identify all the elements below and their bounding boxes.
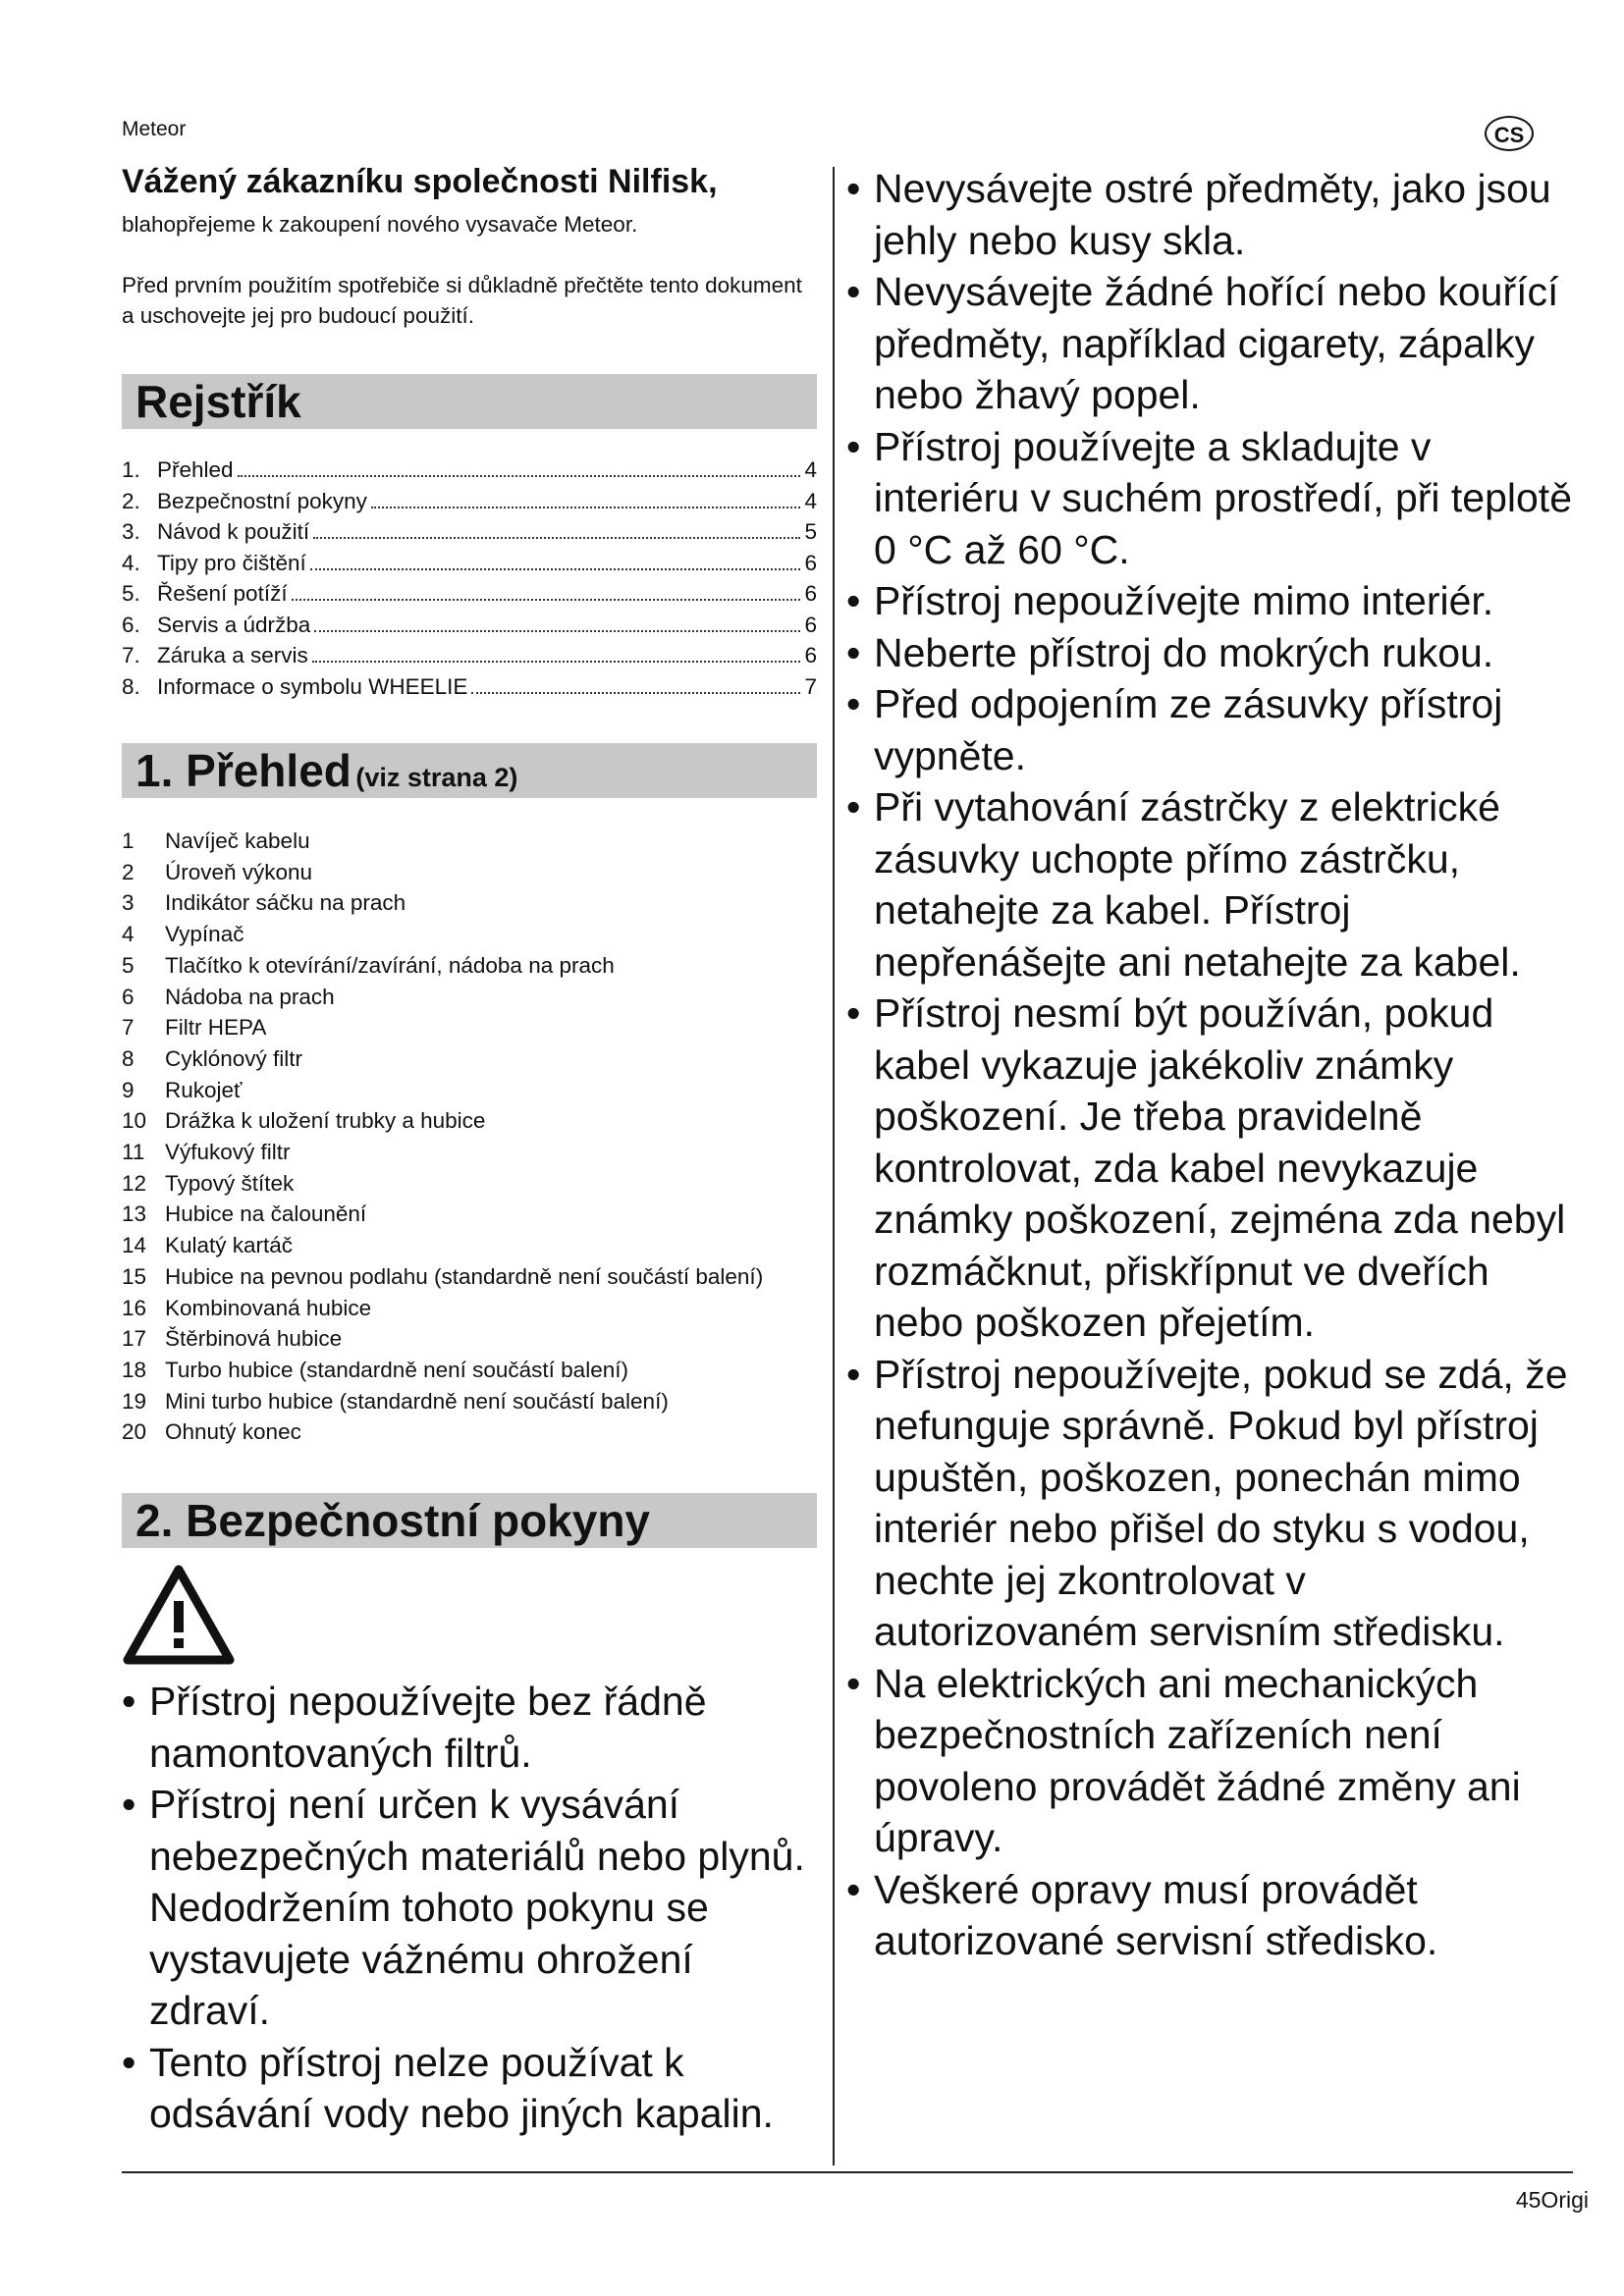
overview-title: 1. Přehled <box>135 745 352 796</box>
safety-instruction: • Přístroj nepoužívejte, pokud se zdá, že nefunguje správně. Pokud byl přístroj upuštěn, poškozen, ponechán mimo interiér nebo přišel do styku s vodou, nechte jej zkontrolovat v autorizovaném servisním středisku. <box>846 1349 1573 1658</box>
part-label: Filtr HEPA <box>165 1015 267 1041</box>
part-item <box>122 887 817 919</box>
part-number: 8 <box>122 1045 135 1071</box>
toc-label: Informace o symbolu WHEELIE <box>157 673 468 699</box>
greeting-line: blahopřejeme k zakoupení nového vysavače Meteor. <box>122 212 638 237</box>
warning-triangle-icon <box>122 1564 817 1666</box>
part-label: Nádoba na prach <box>165 984 335 1009</box>
part-item <box>122 1386 817 1417</box>
part-number: 5 <box>122 952 135 978</box>
part-number: 4 <box>122 922 135 947</box>
part-number: 17 <box>122 1326 147 1352</box>
toc-label: Bezpečnostní pokyny <box>157 488 367 513</box>
brand-label: Meteor <box>122 118 187 140</box>
safety-instruction: • Při vytahování zástrčky z elektrické zásuvky uchopte přímo zástrčku, netahejte za kabel. Přístroj nepřenášejte ani netahejte za kabel. <box>846 781 1573 988</box>
toc-number: 2. <box>122 488 140 513</box>
toc-number: 8. <box>122 673 140 699</box>
part-item <box>122 1105 817 1137</box>
part-number: 15 <box>122 1263 147 1289</box>
part-number: 7 <box>122 1015 135 1041</box>
toc-label: Návod k použití <box>157 519 310 544</box>
toc-leader <box>292 599 801 601</box>
part-label: Mini turbo hubice (standardně není součástí balení) <box>165 1388 669 1414</box>
part-number: 6 <box>122 984 135 1009</box>
part-number: 11 <box>122 1140 145 1165</box>
greeting-instructions: Před prvním použitím spotřebiče si důkladně přečtěte tento dokument a uschovejte jej pro budoucí použití. <box>122 273 802 328</box>
part-label: Ohnutý konec <box>165 1419 301 1445</box>
part-number: 14 <box>122 1233 147 1258</box>
part-label: Navíječ kabelu <box>165 828 310 853</box>
toc-page: 4 <box>804 457 817 482</box>
toc-item <box>122 610 817 641</box>
safety-title: 2. Bezpečnostní pokyny <box>135 1495 651 1547</box>
part-label: Kombinovaná hubice <box>165 1295 372 1320</box>
part-label: Tlačítko k otevírání/zavírání, nádoba na prach <box>165 952 615 978</box>
part-item <box>122 1199 817 1230</box>
safety-instruction: • Přístroj není určen k vysávání nebezpečných materiálů nebo plynů. Nedodržením tohoto pokynu se vystavujete vážnému ohrožení zdraví. <box>122 1779 817 2037</box>
toc-number: 5. <box>122 581 140 606</box>
part-label: Hubice na pevnou podlahu (standardně není součástí balení) <box>165 1263 764 1289</box>
safety-instruction: • Nevysávejte ostré předměty, jako jsou jehly nebo kusy skla. <box>846 163 1573 266</box>
part-item <box>122 950 817 982</box>
toc-item <box>122 516 817 548</box>
safety-heading <box>122 1493 817 1548</box>
part-label: Indikátor sáčku na prach <box>165 890 406 916</box>
part-item <box>122 1323 817 1355</box>
toc-page: 6 <box>804 581 817 606</box>
part-item <box>122 857 817 888</box>
part-label: Drážka k uložení trubky a hubice <box>165 1108 486 1134</box>
overview-subtitle: (viz strana 2) <box>355 763 518 792</box>
toc-number: 6. <box>122 612 140 637</box>
safety-instruction: • Přístroj používejte a skladujte v interiéru v suchém prostředí, při teplotě 0 °C až 60 °C. <box>846 421 1573 576</box>
part-item <box>122 1043 817 1075</box>
toc-label: Přehled <box>157 457 234 482</box>
part-item <box>122 1230 817 1261</box>
part-label: Výfukový filtr <box>165 1140 291 1165</box>
toc-leader <box>310 568 801 570</box>
toc-page: 6 <box>804 550 817 575</box>
page-number: 45Origi <box>1515 2187 1589 2213</box>
safety-instruction: • Neberte přístroj do mokrých rukou. <box>846 627 1573 679</box>
toc-label: Řešení potíží <box>157 581 288 606</box>
toc-page: 4 <box>804 488 817 513</box>
toc-label: Tipy pro čištění <box>157 550 306 575</box>
toc-item <box>122 640 817 671</box>
part-number: 18 <box>122 1357 147 1382</box>
right-column <box>846 163 1573 1967</box>
part-item <box>122 1261 817 1293</box>
greeting-title: Vážený zákazníku společnosti Nilfisk, <box>122 163 718 200</box>
toc-number: 3. <box>122 519 140 544</box>
safety-list-right <box>846 163 1573 1967</box>
parts-list <box>122 826 817 1448</box>
toc-leader <box>238 475 801 477</box>
toc-leader <box>312 661 801 663</box>
part-number: 13 <box>122 1201 147 1227</box>
safety-instruction: • Veškeré opravy musí provádět autorizované servisní středisko. <box>846 1864 1573 1967</box>
toc-page: 7 <box>804 673 817 699</box>
part-item <box>122 919 817 950</box>
part-item <box>122 826 817 857</box>
toc-number: 1. <box>122 457 140 482</box>
part-label: Turbo hubice (standardně není součástí balení) <box>165 1357 628 1382</box>
part-item <box>122 1075 817 1106</box>
toc-page: 5 <box>804 519 817 544</box>
left-column <box>122 163 817 2140</box>
toc-item <box>122 671 817 703</box>
language-badge: CS <box>1485 116 1534 151</box>
safety-instruction: • Na elektrických ani mechanických bezpečnostních zařízeních není povoleno provádět žádné změny ani úpravy. <box>846 1658 1573 1864</box>
index-title: Rejstřík <box>135 376 301 427</box>
part-label: Vypínač <box>165 922 244 947</box>
part-number: 1 <box>122 828 135 853</box>
index-heading <box>122 374 817 429</box>
part-label: Úroveň výkonu <box>165 859 313 884</box>
part-number: 9 <box>122 1077 135 1102</box>
safety-instruction: • Přístroj nesmí být používán, pokud kabel vykazuje jakékoliv známky poškození. Je třeba pravidelně kontrolovat, zda kabel nevykazuje známky poškození, zejména zda nebyl rozmáčknut, přiskřípnut ve dveřích nebo poškozen přejetím. <box>846 988 1573 1349</box>
part-number: 3 <box>122 890 135 916</box>
toc-item <box>122 548 817 579</box>
safety-instruction: • Přístroj nepoužívejte bez řádně namontovaných filtrů. <box>122 1676 817 1779</box>
part-number: 12 <box>122 1170 147 1196</box>
toc-item <box>122 486 817 517</box>
safety-instruction: • Přístroj nepoužívejte mimo interiér. <box>846 575 1573 627</box>
part-label: Kulatý kartáč <box>165 1233 294 1258</box>
toc-number: 4. <box>122 550 140 575</box>
toc-leader <box>471 692 800 694</box>
part-item <box>122 1293 817 1324</box>
part-label: Štěrbinová hubice <box>165 1326 343 1352</box>
toc-label: Záruka a servis <box>157 643 308 667</box>
overview-heading <box>122 743 817 798</box>
part-number: 19 <box>122 1388 147 1414</box>
part-item <box>122 1012 817 1043</box>
part-number: 10 <box>122 1108 147 1134</box>
table-of-contents <box>122 454 817 702</box>
part-item <box>122 1168 817 1200</box>
part-item <box>122 982 817 1013</box>
part-number: 20 <box>122 1419 147 1445</box>
part-number: 2 <box>122 859 135 884</box>
safety-list-left <box>122 1676 817 2140</box>
toc-label: Servis a údržba <box>157 612 311 637</box>
toc-item <box>122 454 817 486</box>
part-label: Cyklónový filtr <box>165 1045 303 1071</box>
column-divider <box>833 167 835 2165</box>
safety-instruction: • Tento přístroj nelze používat k odsávání vody nebo jiných kapalin. <box>122 2037 817 2140</box>
toc-leader <box>314 630 800 632</box>
part-item <box>122 1355 817 1386</box>
part-number: 16 <box>122 1295 147 1320</box>
part-item <box>122 1416 817 1448</box>
toc-leader <box>371 507 801 508</box>
toc-number: 7. <box>122 643 140 667</box>
footer-rule <box>122 2171 1573 2173</box>
safety-instruction: • Před odpojením ze zásuvky přístroj vypněte. <box>846 678 1573 781</box>
toc-page: 6 <box>804 643 817 667</box>
part-label: Hubice na čalounění <box>165 1201 367 1227</box>
toc-leader <box>313 537 800 539</box>
part-label: Typový štítek <box>165 1170 295 1196</box>
part-item <box>122 1137 817 1168</box>
safety-instruction: • Nevysávejte žádné hořící nebo kouřící předměty, například cigarety, zápalky nebo žhavý popel. <box>846 266 1573 421</box>
toc-item <box>122 578 817 610</box>
toc-page: 6 <box>804 612 817 637</box>
part-label: Rukojeť <box>165 1077 243 1102</box>
